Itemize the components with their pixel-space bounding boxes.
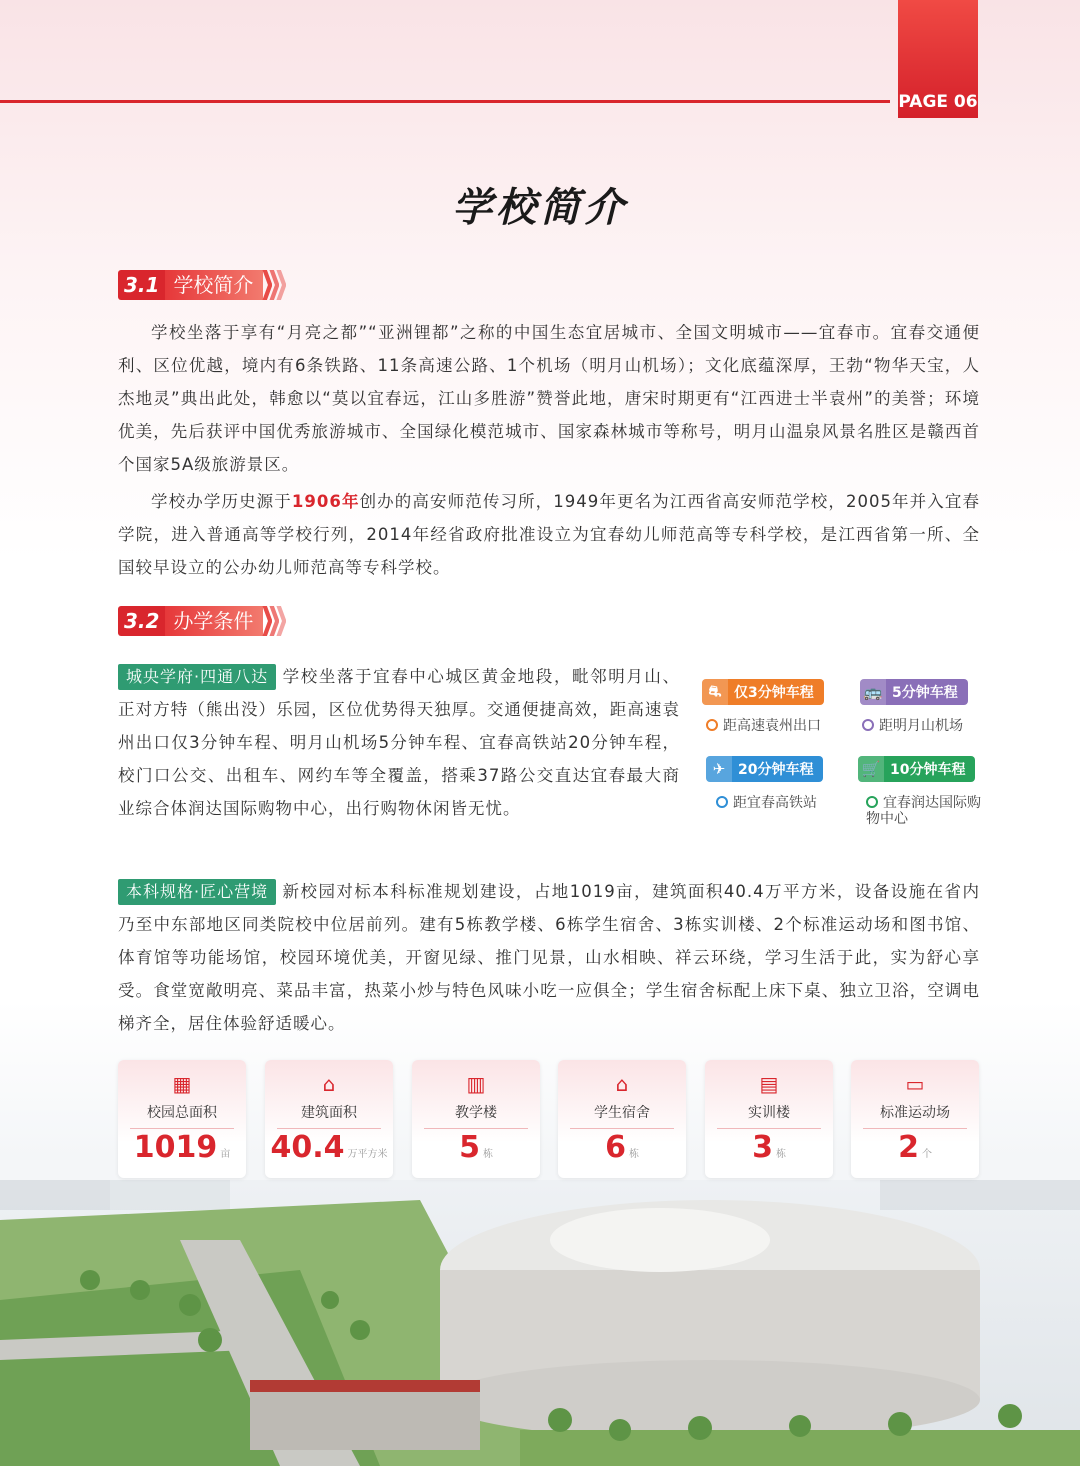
section-header-conditions <box>118 604 286 638</box>
road-icon: ⛐ <box>702 679 728 705</box>
location-text <box>118 660 680 825</box>
travel-badge-highway <box>702 679 824 705</box>
campus-text <box>118 875 980 1040</box>
stat-unit: 栋 <box>628 1149 639 1160</box>
travel-badge-rail <box>706 756 823 782</box>
campus-description: 新校园对标本科标准规划建设，占地1019亩，建筑面积40.4万平方米，设备设施在省内乃至中东部地区同类院校中位居前列。建有5栋教学楼、6栋学生宿舍、3栋实训楼、2个标准运动场和图书馆、体育馆等功能场馆，校园环境优美，开窗见绿、推门见景，山水相映、祥云环绕，学习生活于此，实为舒心享受。食堂宽敞明亮、菜品丰富，热菜小炒与特色风味小吃一应俱全；学生宿舍标配上床下桌、独立卫浴，空调电梯齐全，居住体验舒适暖心。 <box>118 882 980 1033</box>
page-title: 学校简介 <box>452 185 628 231</box>
stat-number: 1019 <box>133 1130 218 1165</box>
stat-value <box>558 1130 686 1165</box>
training-building-icon: ▤ <box>759 1072 779 1096</box>
section-header-intro <box>118 268 286 302</box>
section-title: 学校简介 <box>165 270 263 300</box>
page-number-tab <box>898 0 978 118</box>
campus-aerial-illustration <box>0 1180 1080 1466</box>
stat-card-training-buildings <box>705 1060 833 1178</box>
travel-badge-label: 5分钟车程 <box>892 685 958 701</box>
stat-unit: 万平方米 <box>347 1149 388 1160</box>
plane-icon: ✈ <box>706 756 732 782</box>
stat-label: 标准运动场 <box>863 1102 967 1129</box>
bus-icon: 🚌 <box>860 679 886 705</box>
history-text-post: 创办的高安师范传习所，1949年更名为江西省高安师范学校，2005年并入宜春学院，进入普通高等学校行列，2014年经省政府批准设立为宜春幼儿师范高等专科学校，是江西省第一所、全国较早设立的公办幼儿师范高等专科学校。 <box>118 492 981 577</box>
stat-value <box>412 1130 540 1165</box>
stat-label: 校园总面积 <box>130 1102 234 1129</box>
travel-badge-mall <box>858 756 975 782</box>
travel-dest-label: 距宜春高铁站 <box>733 795 817 811</box>
stat-number: 3 <box>752 1130 773 1165</box>
stat-unit: 栋 <box>482 1149 493 1160</box>
stat-card-teaching-buildings <box>412 1060 540 1178</box>
travel-dest-airport <box>862 718 963 734</box>
stat-label: 教学楼 <box>424 1102 528 1129</box>
location-description: 学校坐落于宜春中心城区黄金地段，毗邻明月山、正对方特（熊出没）乐园，区位优势得天独厚。交通便捷高效，距高速袁州出口仅3分钟车程、明月山机场5分钟车程、宜春高铁站20分钟车程，校门口公交、出租车、网约车等全覆盖，搭乘37路公交直达宜春最大商业综合体润达国际购物中心，出行购物休闲皆无忧。 <box>118 667 680 818</box>
stat-label: 实训楼 <box>717 1102 821 1129</box>
intro-paragraph-1: 学校坐落于享有“月亮之都”“亚洲锂都”之称的中国生态宜居城市、全国文明城市——宜春市。宜春交通便利、区位优越，境内有6条铁路、11条高速公路、1个机场（明月山机场）；文化底蕴深厚，王勃“物华天宝，人杰地灵”典出此处，韩愈以“莫以宜春远，江山多胜游”赞誉此地，唐宋时期更有“江西进士半袁州”的美誉；环境优美，先后获评中国优秀旅游城市、全国绿化模范城市、国家森林城市等称号，明月山温泉风景名胜区是赣西首个国家5A级旅游景区。 <box>118 323 980 474</box>
stat-unit: 个 <box>921 1149 932 1160</box>
travel-badge-label: 仅3分钟车程 <box>734 685 814 701</box>
chevron-decoration-icon <box>265 606 286 636</box>
building-area-icon: ⌂ <box>322 1072 336 1096</box>
header-rule <box>0 100 890 103</box>
travel-dest-mall <box>866 795 984 827</box>
section-number: 3.1 <box>118 270 165 300</box>
travel-badge-label: 20分钟车程 <box>738 762 814 778</box>
stat-number: 2 <box>898 1130 919 1165</box>
stat-label: 建筑面积 <box>277 1102 381 1129</box>
cart-icon: 🛒 <box>858 756 884 782</box>
travel-badge-airport <box>860 679 968 705</box>
teaching-building-icon: ▥ <box>466 1072 486 1096</box>
stat-number: 6 <box>605 1130 626 1165</box>
stat-number: 5 <box>459 1130 480 1165</box>
section-number: 3.2 <box>118 606 165 636</box>
page-number: PAGE 06 <box>898 92 978 112</box>
stat-value <box>851 1130 979 1165</box>
stat-unit: 栋 <box>775 1149 786 1160</box>
stat-value <box>265 1130 393 1165</box>
location-tag: 城央学府·四通八达 <box>118 664 276 690</box>
stat-number: 40.4 <box>270 1130 345 1165</box>
intro-text <box>118 316 980 584</box>
campus-paragraph <box>118 875 980 1040</box>
stat-card-building-area <box>265 1060 393 1178</box>
stat-card-campus-area <box>118 1060 246 1178</box>
campus-area-icon: ▦ <box>172 1072 192 1096</box>
stat-card-dormitories <box>558 1060 686 1178</box>
stat-value <box>118 1130 246 1165</box>
travel-dest-label: 宜春润达国际购物中心 <box>866 795 981 827</box>
intro-paragraph-2 <box>118 485 980 584</box>
founding-year: 1906年 <box>291 492 360 511</box>
travel-dest-label: 距高速袁州出口 <box>723 718 821 734</box>
sports-field-icon: ▭ <box>905 1072 925 1096</box>
travel-dest-rail <box>716 795 817 811</box>
dormitory-icon: ⌂ <box>615 1072 629 1096</box>
campus-tag: 本科规格·匠心营境 <box>118 879 276 905</box>
history-text-pre: 学校办学历史源于 <box>151 492 292 511</box>
stat-value <box>705 1130 833 1165</box>
stat-label: 学生宿舍 <box>570 1102 674 1129</box>
location-paragraph <box>118 660 680 825</box>
travel-dest-highway <box>706 718 821 734</box>
travel-dest-label: 距明月山机场 <box>879 718 963 734</box>
stat-unit: 亩 <box>220 1149 231 1160</box>
section-title: 办学条件 <box>165 606 263 636</box>
stat-card-sports-fields <box>851 1060 979 1178</box>
chevron-decoration-icon <box>265 270 286 300</box>
travel-badge-label: 10分钟车程 <box>890 762 966 778</box>
